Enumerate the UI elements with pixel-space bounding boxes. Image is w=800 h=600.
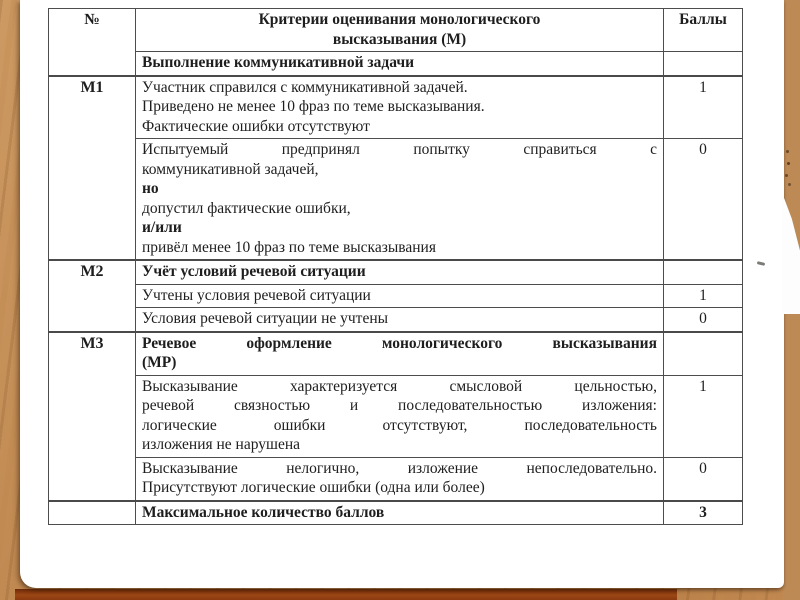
total-num-empty <box>49 501 136 525</box>
wood-specks <box>786 150 789 153</box>
m1-fail-line: но <box>142 180 159 197</box>
m3-title-score-empty <box>664 332 743 376</box>
m1-fail-score: 0 <box>664 139 743 261</box>
m3-fail-text <box>136 457 664 501</box>
m1-label: М1 <box>49 76 136 261</box>
m2-pass-score: 1 <box>664 284 743 308</box>
m1-pass-line: Участник справился с коммуникативной задачей. <box>142 78 468 96</box>
m1-pass-line: Приведено не менее 10 фраз по теме высказывания. <box>142 98 485 115</box>
m3-pass-text <box>136 375 664 457</box>
row-m2-title <box>49 260 743 284</box>
m3-pass-line: логические ошибки отсутствуют, последовательность <box>142 416 657 434</box>
m3-fail-score: 0 <box>664 457 743 501</box>
m1-pass-score: 1 <box>664 76 743 139</box>
row-total <box>49 501 743 525</box>
m1-fail-line: и/или <box>142 219 182 236</box>
row-m1-pass <box>49 76 743 139</box>
header-criteria-text: Критерии оценивания монологического высказывания (М) <box>258 11 541 48</box>
header-row <box>49 9 743 52</box>
m1-fail-line: допустил фактические ошибки, <box>142 199 351 217</box>
m1-fail-line: привёл менее 10 фраз по теме высказывания <box>142 238 436 256</box>
m1-pass-line: Фактические ошибки отсутствуют <box>142 117 370 135</box>
m1-fail-text <box>136 139 664 261</box>
m1-fail-line: Испытуемый предпринял попытку справиться с <box>142 141 657 158</box>
total-score: 3 <box>664 501 743 525</box>
m3-pass-line: речевой связностью и последовательностью изложения: <box>142 397 657 414</box>
m2-fail-score: 0 <box>664 308 743 332</box>
subheader-row <box>49 52 743 76</box>
m2-pass-text: Учтены условия речевой ситуации <box>136 284 664 308</box>
m2-title: Учёт условий речевой ситуации <box>136 260 664 284</box>
m3-pass-line: изложения не нарушена <box>142 436 301 453</box>
m3-title-line: (МР) <box>142 354 177 371</box>
header-criteria <box>136 9 664 52</box>
m3-fail-line: Присутствуют логические ошибки (одна или более) <box>142 479 485 496</box>
m3-fail-line: Высказывание нелогично, изложение непоследовательно. <box>142 459 657 477</box>
m2-label: М2 <box>49 260 136 332</box>
m1-fail-line: коммуникативной задачей, <box>142 160 319 178</box>
subheader-score-empty <box>664 52 743 76</box>
header-score: Баллы <box>664 9 743 52</box>
m3-label: М3 <box>49 332 136 501</box>
criteria-table <box>48 8 743 525</box>
row-m3-title <box>49 332 743 376</box>
m3-pass-score: 1 <box>664 375 743 457</box>
header-num: № <box>49 9 136 76</box>
row-m2-pass <box>49 284 743 308</box>
row-m3-pass <box>49 375 743 457</box>
row-m2-fail <box>49 308 743 332</box>
m3-title-line: Речевое оформление монологического высказывания <box>142 334 657 352</box>
m3-pass-line: Высказывание характеризуется смысловой цельностью, <box>142 377 657 395</box>
m3-title <box>136 332 664 376</box>
row-m3-fail <box>49 457 743 501</box>
m2-title-score-empty <box>664 260 743 284</box>
row-m1-fail <box>49 139 743 261</box>
total-label: Максимальное количество баллов <box>136 501 664 525</box>
slide-paper <box>20 0 784 588</box>
subheader-text: Выполнение коммуникативной задачи <box>136 52 664 76</box>
bottom-wood-bar <box>15 589 677 600</box>
m1-pass-text <box>136 76 664 139</box>
m2-fail-text: Условия речевой ситуации не учтены <box>136 308 664 332</box>
